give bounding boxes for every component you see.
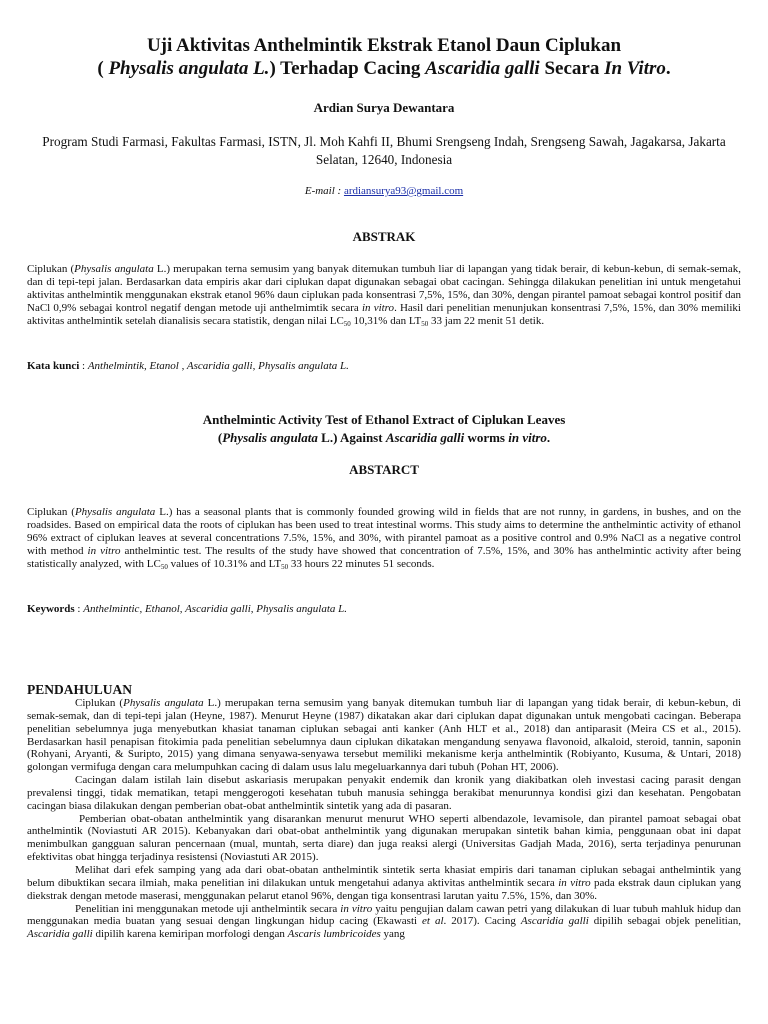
keywords-terms: Anthelmintic, Ethanol, Ascaridia galli, Physalis angulata L.	[83, 603, 348, 615]
body-paragraph-3: Pemberian obat-obatan anthelmintik yang disarankan menurut menurut WHO seperti albendazole, levamisole, dan pirantel pamoat sebagai obat anthelmintik (Noviastuti AR 2015). Kebanyakan dari obat-obat anthelmintik yang digunakan merupakan sintetik bahan kimia, penggunaan obat ini dapat menimbulkan gangguan saluran pencernaan (mual, muntah, serta diare) dan juga reaksi alergi (Universitas Gadjah Mada, 2016), serta terjadinya penurunan efektivitas obat hingga terjadinya resistensi (Noviastuti AR 2015).	[27, 812, 741, 864]
title-invitro: In Vitro	[604, 58, 666, 79]
en-title-seg: worms	[464, 430, 509, 445]
kata-kunci	[27, 360, 741, 372]
kata-kunci-sep: :	[79, 360, 88, 372]
body-worm: Ascaridia galli	[27, 928, 93, 941]
body-seg: yaitu pengujian dalam cawan petri yang dilakukan di luar tubuh mahluk hidup dan menggunakan media buatan yang sesuai dengan lingkungan hidup cacing (Ekawasti	[27, 902, 741, 928]
keywords-sep: :	[74, 603, 84, 615]
keywords	[27, 603, 741, 615]
body-worm: Ascaridia galli	[520, 915, 589, 928]
section-heading-pendahuluan: PENDAHULUAN	[27, 682, 133, 697]
abstract-seg: L.) has a seasonal plants that is commonly founded growing wild in fields that are not runny, in gardens, in bushes, and on the roadsides. Based on empirical data the roots of ciplukan has been used to treat intestinal worms. This study aims to determine the anthelmintic activity of ethanol 96% extract of ciplukan leaves at several concentrations 7.5%, 15%, and 30%, with pirantel pamoat as a positive control and 0.9% NaCl as a negative control with method	[27, 506, 742, 557]
body-paragraph-1	[27, 697, 741, 774]
abstract-seg: anthelmintic test. The results of the study have showed that concentration of 7.5%, 15%, and 30% has anthelmintic activity after being statistically analyzed, with LC	[27, 544, 741, 570]
author-name: Ardian Surya Dewantara	[313, 100, 455, 115]
title-line-2	[27, 57, 741, 80]
abstrak-seg: . Hasil dari penelitian menunjukan konsentrasi 7,5%, 15%, dan 30% memiliki aktivitas anthelmintik setelah dianalisis secara statistik, dengan nilai LC	[27, 301, 741, 327]
keywords-label: Keywords	[27, 603, 75, 615]
body-invitro: in vitro	[558, 876, 591, 889]
kata-kunci-terms: Anthelmintik, Etanol , Ascaridia galli, Physalis angulata L.	[87, 360, 349, 372]
english-title	[27, 411, 741, 447]
abstract-sub: 50	[281, 562, 289, 571]
body-seg: Melihat dari efek samping yang ada dari obat-obatan anthelmintik sintetik serta khasiat empiris dari tanaman ciplukan sebagai anthelmintik yang belum dibuktikan secara ilmiah, maka penelitian ini dilakukan untuk mengetahui adanya aktivitas anthelmintik secara	[27, 863, 741, 889]
abstrak-sub: 50	[421, 319, 429, 328]
body-paragraph-5	[27, 903, 741, 942]
abstrak-seg: Ciplukan (	[27, 263, 75, 275]
title-species: Physalis angulata L.	[108, 58, 270, 79]
en-title-seg: .	[546, 430, 551, 445]
abstrak-seg: 10,31% dan LT	[350, 314, 422, 327]
email-link[interactable]: ardiansurya93@gmail.com	[343, 185, 464, 197]
body-seg: Ciplukan (	[75, 697, 124, 709]
abstract-sub: 50	[160, 562, 168, 571]
abstrak-heading: ABSTRAK	[352, 229, 416, 244]
title-end: .	[665, 58, 671, 79]
body-seg: dipilih karena kemiripan morfologi dengan	[92, 928, 288, 941]
abstrak-invitro: in vitro	[361, 301, 395, 314]
abstract-text	[27, 506, 741, 571]
en-title-species: Physalis angulata	[222, 430, 318, 445]
kata-kunci-label: Kata kunci	[27, 360, 80, 372]
en-title-worm: Ascaridia galli	[385, 430, 465, 445]
en-title-seg: (	[217, 430, 223, 445]
abstract-seg: values of 10.31% and LT	[167, 557, 282, 570]
paper-title	[27, 34, 741, 80]
abstract-seg: Ciplukan (	[27, 506, 75, 518]
body-seg: . 2017). Cacing	[443, 915, 521, 928]
affiliation: Program Studi Farmasi, Fakultas Farmasi, ISTN, Jl. Moh Kahfi II, Bhumi Srengseng Indah, Srengseng Sawah, Jagakarsa, Jakarta Selatan, 12640, Indonesia	[42, 134, 726, 167]
body-paragraph-2: Cacingan dalam istilah lain disebut askariasis merupakan penyakit endemik dan kronik yang diakibatkan oleh investasi cacing parasit dengan prevalensi tinggi, tidak mematikan, tetapi menggerogoti kesehatan tubuh manusia sehingga berakibat menurunnya kondisi gizi dan kesehatan. Pengobatan cacingan biasa dilakukan dengan pemberian obat-obat anthelmintik sintetik yang ada di pasaran.	[27, 774, 741, 812]
abstrak-species: Physalis angulata	[74, 263, 154, 275]
title-line-1: Uji Aktivitas Anthelmintik Ekstrak Etanol Daun Ciplukan	[146, 35, 622, 56]
title-worm: Ascaridia galli	[425, 58, 540, 79]
abstrak-seg: L.) merupakan terna semusim yang banyak ditemukan tumbuh liar di lapangan yang tidak berair, di kebun-kebun, di semak-semak, dan di tepi-tepi jalan. Berdasarkan data empiris akar dari ciplukan dapat digunakan sebagai obat cacingan. Sehingga dilakukan penelitian ini untuk mengetahui aktivitas anthelmintik menggunakan ekstrak etanol 96% daun ciplukan pada konsentrasi 7,5%, 15%, dan 30%, dengan pirantel pamoat sebagai kontrol positif dan NaCl 0,9% sebagai kontrol negatif dengan metode uji anthelmimtik secara	[27, 263, 741, 314]
body-etal: et al	[422, 915, 444, 928]
title-mid: ) Terhadap Cacing	[269, 58, 426, 79]
abstract-invitro: in vitro	[87, 544, 121, 557]
en-title-seg: L.) Against	[317, 430, 386, 445]
abstract-heading: ABSTARCT	[349, 462, 419, 477]
body-seg: pada ekstrak daun ciplukan yang diekstrak dengan metode maserasi, menggunakan pelarut etanol 96%, dengan tiga konsentrasi larutan yaitu 7.5%, 15%, dan 30%.	[27, 876, 741, 902]
body-species: Physalis angulata	[123, 697, 204, 709]
body-seg: dipilih sebagai objek penelitian,	[588, 915, 741, 928]
body-seg: Penelitian ini menggunakan metode uji anthelmintik secara	[75, 902, 341, 915]
email-label: E-mail :	[304, 185, 344, 197]
pendahuluan-body	[27, 697, 741, 941]
title-paren: (	[97, 58, 109, 79]
english-title-line-2	[27, 429, 741, 447]
en-title-invitro: in vitro	[508, 430, 547, 445]
abstrak-text	[27, 263, 741, 328]
title-secara: Secara	[539, 58, 605, 79]
english-title-line-1: Anthelmintic Activity Test of Ethanol Extract of Ciplukan Leaves	[202, 412, 566, 427]
body-invitro: in vitro	[340, 902, 373, 915]
abstract-species: Physalis angulata	[74, 506, 156, 518]
abstrak-seg: 33 jam 22 menit 51 detik.	[428, 314, 545, 327]
body-seg: L.) merupakan terna semusim yang banyak ditemukan tumbuh liar di lapangan yang tidak berair, di kebun-kebun, di semak-semak, dan di tepi-tepi jalan (Heyne, 1987). Menurut Heyne (1987) dikatakan akar dari ciplukan dapat digunakan untuk mengobati cacingan. Beberapa penelitian sebelumnya juga menyebutkan khasiat tanaman ciplukan sebagai anti kanker (Anh HLT et al., 2018) dan antiparasit (Meira CS et al., 2015). Berdasarkan hasil penapisan fitokimia pada penelitian sebelumnya daun ciplukan dikatakan mengandung senyawa flavonoid, alkaloid, steroid, tannin, saponin (Rohyani, Aryanti, & Suripto, 2015) yang dimana senyawa-senyawa tersebut memiliki mekanisme kerja anthelmintik (Robiyanto, Kusuma, & Untari, 2018) golongan vermifuga dengan cara melumpuhkan cacing di dalam usus lalu megeluarkannya dari tubuh (Pohan HT, 2006).	[27, 697, 741, 774]
abstrak-sub: 50	[343, 319, 351, 328]
body-paragraph-4	[27, 864, 741, 903]
abstract-seg: 33 hours 22 minutes 51 seconds.	[288, 557, 435, 570]
body-species-ascaris: Ascaris lumbricoides	[287, 928, 381, 941]
body-seg: yang	[380, 928, 405, 941]
email-line	[27, 185, 741, 197]
